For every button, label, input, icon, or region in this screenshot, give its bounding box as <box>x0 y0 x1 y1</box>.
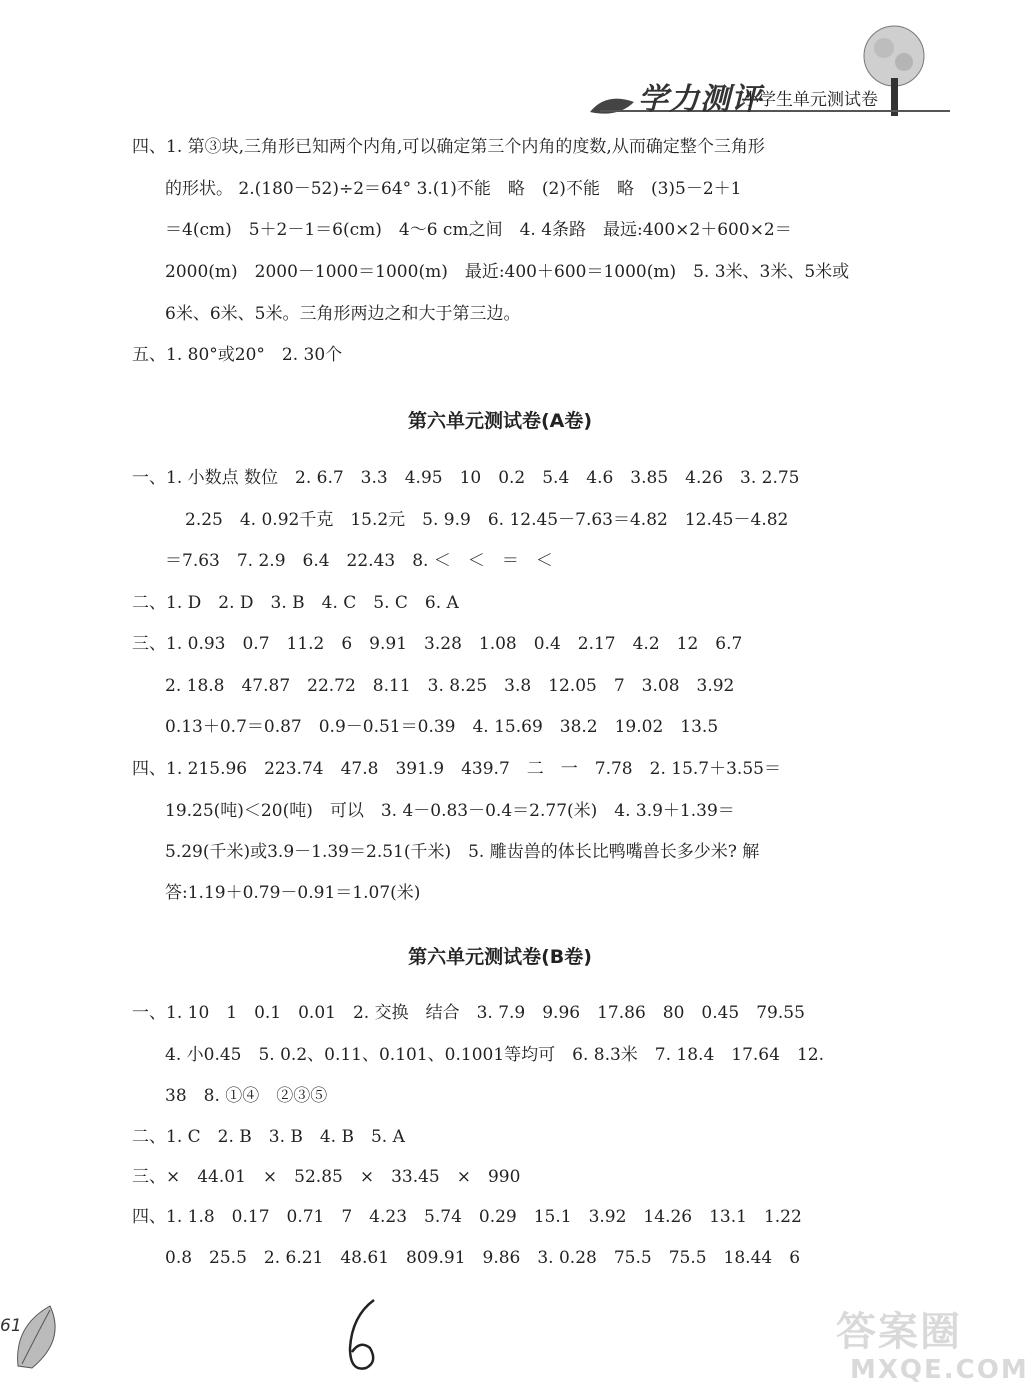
answer-line: 2000(m) 2000－1000＝1000(m) 最近:400＋600＝1000(m) 5. 3米、3米、5米或 <box>165 262 850 282</box>
answer-line: 38 8. ①④ ②③⑤ <box>165 1086 328 1106</box>
answer-line: 的形状。 2.(180－52)÷2＝64° 3.(1)不能 略 (2)不能 略 (3)5－2＋1 <box>165 179 742 199</box>
answer-line: 0.8 25.5 2. 6.21 48.61 809.91 9.86 3. 0.28 75.5 75.5 18.44 6 <box>165 1248 801 1268</box>
brand-subtitle: 小学生单元测试卷 <box>742 90 878 110</box>
answer-line: 四、1. 1.8 0.17 0.71 7 4.23 5.74 0.29 15.1 3.92 14.26 13.1 1.22 <box>132 1207 802 1227</box>
answer-line: 一、1. 10 1 0.1 0.01 2. 交换 结合 3. 7.9 9.96 17.86 80 0.45 79.55 <box>132 1003 805 1023</box>
answer-line: 5.29(千米)或3.9－1.39＝2.51(千米) 5. 雕齿兽的体长比鸭嘴兽长多少米? 解 <box>165 842 760 862</box>
answer-line: 6米、6米、5米。三角形两边之和大于第三边。 <box>165 304 521 324</box>
answer-line: 二、1. C 2. B 3. B 4. B 5. A <box>132 1127 405 1147</box>
watermark-top: 答案圈 <box>836 1309 962 1355</box>
answer-line: 四、1. 215.96 223.74 47.8 391.9 439.7 二 一 7.78 2. 15.7＋3.55＝ <box>132 759 781 779</box>
answer-line: 五、1. 80°或20° 2. 30个 <box>132 345 343 365</box>
answer-line: ＝7.63 7. 2.9 6.4 22.43 8. ＜ ＜ ＝ ＜ <box>165 551 553 571</box>
answer-line: 答:1.19＋0.79－0.91＝1.07(米) <box>165 883 421 903</box>
watermark-bottom: MXQE.COM <box>850 1355 1029 1385</box>
handwritten-mark <box>338 1296 388 1376</box>
answer-line: 四、1. 第③块,三角形已知两个内角,可以确定第三个内角的度数,从而确定整个三角形 <box>132 137 765 157</box>
answer-line: ＝4(cm) 5＋2－1＝6(cm) 4～6 cm之间 4. 4条路 最远:400×2＋600×2＝ <box>165 220 792 240</box>
leaf-icon <box>588 90 638 120</box>
answer-line: 4. 小0.45 5. 0.2、0.11、0.101、0.1001等均可 6. 8.3米 7. 18.4 17.64 12. <box>165 1045 824 1065</box>
page-number: 61 <box>0 1316 22 1336</box>
answer-line: 二、1. D 2. D 3. B 4. C 5. C 6. A <box>132 593 459 613</box>
answer-line: 0.13＋0.7＝0.87 0.9－0.51＝0.39 4. 15.69 38.2 19.02 13.5 <box>165 717 719 737</box>
unit6a-title: 第六单元测试卷(A卷) <box>407 410 593 432</box>
answer-line: 2.25 4. 0.92千克 15.2元 5. 9.9 6. 12.45－7.63＝4.82 12.45－4.82 <box>185 510 789 530</box>
brand-title: 学力测评 <box>638 82 762 117</box>
answer-line: 三、1. 0.93 0.7 11.2 6 9.91 3.28 1.08 0.4 2.17 4.2 12 6.7 <box>132 634 743 654</box>
answer-line: 19.25(吨)＜20(吨) 可以 3. 4－0.83－0.4＝2.77(米) 4. 3.9＋1.39＝ <box>165 801 735 821</box>
unit6b-title: 第六单元测试卷(B卷) <box>408 946 592 968</box>
answer-line: 2. 18.8 47.87 22.72 8.11 3. 8.25 3.8 12.05 7 3.08 3.92 <box>165 676 735 696</box>
answer-line: 三、× 44.01 × 52.85 × 33.45 × 990 <box>132 1167 521 1187</box>
answer-line: 一、1. 小数点 数位 2. 6.7 3.3 4.95 10 0.2 5.4 4.6 3.85 4.26 3. 2.75 <box>132 468 800 488</box>
corner-leaf-icon <box>10 1296 70 1376</box>
